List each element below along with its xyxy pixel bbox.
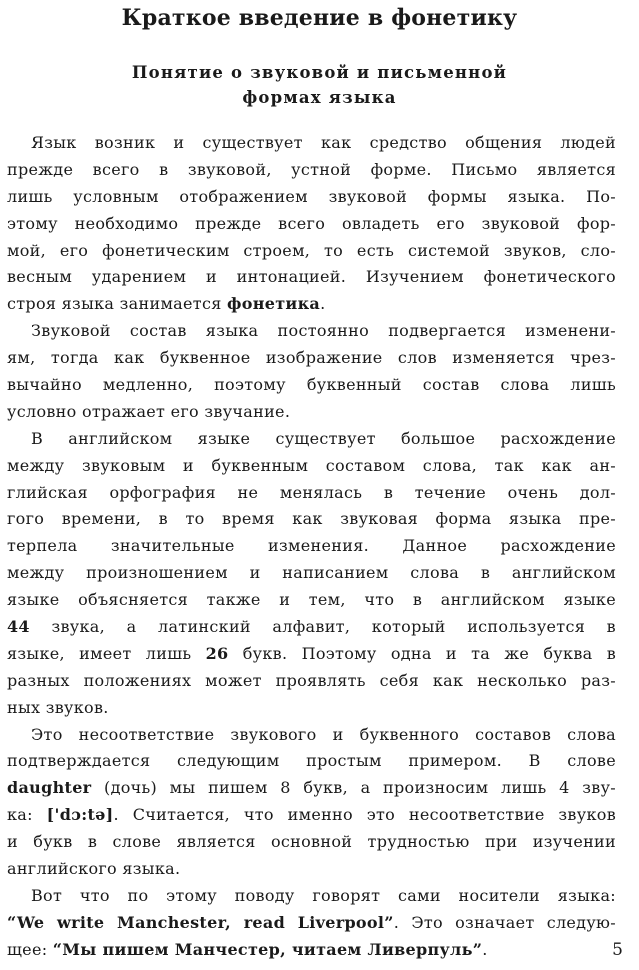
section-title-line: Понятие о звуковой и письменной (131, 63, 508, 82)
text-line (7, 802, 616, 829)
line-text: и букв в слове является основной трудностью при изучении (7, 832, 616, 852)
text-line (7, 238, 616, 265)
line-text: Язык возник и существует как средство общения людей (31, 133, 616, 152)
paragraph (7, 130, 616, 318)
line-text: гого времени, в то время как звуковая форма языка пре- (7, 509, 616, 529)
text-line (7, 211, 616, 238)
line-text: вычайно медленно, поэтому буквенный состав слова лишь (7, 375, 616, 395)
text-line (7, 614, 616, 641)
text-line (7, 829, 616, 856)
line-text: букв. Поэтому одна и та же буква в (228, 643, 616, 663)
bold-term: “We write Manchester, read Liverpool” (7, 912, 394, 932)
text-line (7, 856, 616, 883)
paragraph (7, 426, 616, 722)
line-text: . (482, 939, 488, 959)
line-text: ных звуков. (7, 697, 109, 717)
paragraph (7, 318, 616, 426)
bold-term: “Мы пишем Манчестер, читаем Ливерпуль” (52, 939, 483, 959)
paragraph (7, 883, 616, 964)
text-line (7, 318, 616, 345)
line-text: между звуковым и буквенным составом слова, так как ан- (7, 455, 616, 475)
line-text: языке объясняется также и тем, что в английском языке (7, 590, 616, 610)
text-line (7, 372, 616, 399)
line-text: В английском языке существует большое расхождение (31, 428, 616, 448)
page-number: 5 (612, 940, 623, 960)
text-line (7, 399, 616, 426)
text-line (7, 587, 616, 614)
bold-term: ['dɔ:tə] (46, 805, 114, 825)
line-text: ка: (7, 805, 47, 825)
line-text: . Это означает следую- (393, 912, 616, 932)
text-line (7, 695, 616, 722)
bold-term: 44 (7, 617, 30, 637)
line-text: Звуковой состав языка постоянно подвергается изменени- (31, 321, 616, 341)
line-text: . (320, 294, 326, 314)
text-line (7, 426, 616, 453)
text-line (7, 291, 616, 318)
text-line (7, 883, 616, 910)
line-text: (дочь) мы пишем 8 букв, а произносим лишь 4 зву- (91, 778, 616, 798)
line-text: английского языка. (7, 859, 181, 879)
text-line (7, 184, 616, 211)
line-text: глийская орфография не менялась в течение очень дол- (7, 482, 616, 502)
text-line (7, 345, 616, 372)
body-text (7, 130, 616, 964)
text-line (7, 748, 616, 775)
chapter-title: Краткое введение в фонетику (121, 5, 518, 31)
line-text: условно отражает его звучание. (7, 401, 291, 421)
line-text: языке, имеет лишь (7, 643, 206, 663)
line-text: подтверждается следующим простым примером. В слове (7, 751, 616, 771)
line-text: Это несоответствие звукового и буквенного составов слова (31, 724, 616, 744)
paragraph (7, 722, 616, 883)
text-line (7, 506, 616, 533)
line-text: Вот что по этому поводу говорят сами носители языка: (31, 885, 616, 905)
line-text: щее: (7, 939, 53, 959)
section-title-line: формах языка (242, 88, 397, 107)
line-text: этому необходимо прежде всего овладеть его звуковой фор- (7, 213, 616, 233)
line-text: звука, а латинский алфавит, который используется в (29, 617, 616, 637)
text-line (7, 668, 616, 695)
line-text: мой, его фонетическим строем, то есть системой звуков, сло- (7, 240, 616, 260)
line-text: строя языка занимается (7, 294, 227, 314)
text-line (7, 937, 616, 964)
text-line (7, 480, 616, 507)
text-line (7, 533, 616, 560)
text-line (7, 157, 616, 184)
text-line (7, 641, 616, 668)
line-text: . Считается, что именно это несоответствие звуков (113, 805, 616, 825)
text-line (7, 775, 616, 802)
line-text: ям, тогда как буквенное изображение слов изменяется чрез- (7, 348, 616, 368)
line-text: весным ударением и интонацией. Изучением фонетического (7, 267, 616, 287)
line-text: прежде всего в звуковой, устной форме. Письмо является (7, 159, 616, 179)
section-title (0, 60, 639, 110)
line-text: между произношением и написанием слова в английском (7, 563, 616, 583)
bold-term: daughter (7, 778, 92, 798)
text-line (7, 453, 616, 480)
text-line (7, 722, 616, 749)
text-line (7, 560, 616, 587)
bold-term: фонетика (227, 294, 321, 314)
text-line (7, 264, 616, 291)
line-text: разных положениях может проявлять себя как несколько раз- (7, 670, 616, 690)
line-text: лишь условным отображением звуковой формы языка. По- (7, 186, 616, 206)
line-text: терпела значительные изменения. Данное расхождение (7, 536, 616, 556)
bold-term: 26 (205, 643, 229, 663)
text-line (7, 910, 616, 937)
text-line (7, 130, 616, 157)
